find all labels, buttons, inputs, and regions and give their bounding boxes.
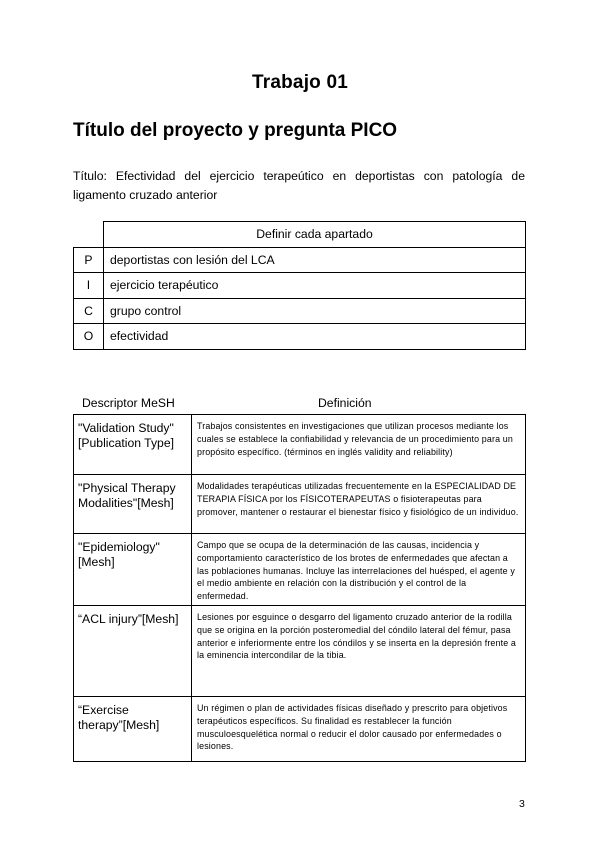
pico-value: deportistas con lesión del LCA: [104, 247, 526, 273]
mesh-term: "Validation Study" [Publication Type]: [74, 415, 192, 475]
pico-header: Definir cada apartado: [104, 222, 526, 248]
mesh-definition: Campo que se ocupa de la determinación de las causas, incidencia y comportamiento característico de los brotes de enfermedades que afectan a las poblaciones humanas. Incluye las interrelaciones del huésped, el agente y el medio ambiente en relación con la distribución y el control de la enfermedad.: [192, 534, 526, 606]
mesh-row: [74, 606, 526, 697]
pico-row-o: [74, 324, 526, 350]
mesh-header-definition: Definición: [318, 396, 372, 410]
title-paragraph: Título: Efectividad del ejercicio terapeútico en deportistas con patología de ligamento cruzado anterior: [73, 169, 525, 202]
pico-row-i: [74, 273, 526, 299]
mesh-definition: Modalidades terapéuticas utilizadas frecuentemente en la ESPECIALIDAD DE TERAPIA FÍSICA por los FÍSICOTERAPEUTAS o fisioterapeutas para promover, mantener o restaurar el bienestar físico y fisiológico de un individuo.: [192, 475, 526, 534]
pico-letter: I: [74, 273, 104, 299]
page-number: 3: [519, 798, 525, 810]
mesh-term: “ACL injury”[Mesh]: [74, 606, 192, 697]
pico-letter: C: [74, 298, 104, 324]
mesh-term: "Epidemiology"[Mesh]: [74, 534, 192, 606]
pico-value: grupo control: [104, 298, 526, 324]
mesh-row: [74, 534, 526, 606]
mesh-row: [74, 475, 526, 534]
mesh-row: [74, 697, 526, 762]
mesh-definition: Trabajos consistentes en investigaciones que utilizan procesos mediante los cuales se establece la confiabilidad y relevancia de un procedimiento para un propósito específico. (términos en inglés validity and reliability): [192, 415, 526, 475]
pico-table: [73, 221, 526, 350]
mesh-row: [74, 415, 526, 475]
mesh-term: "Physical Therapy Modalities"[Mesh]: [74, 475, 192, 534]
section-title: Título del proyecto y pregunta PICO: [73, 120, 398, 141]
mesh-definition: Un régimen o plan de actividades físicas diseñado y prescrito para objetivos terapéuticos específicos. Su finalidad es restablecer la función musculoesquelética normal o reducir el dolor causado por enfermedades o lesiones.: [192, 697, 526, 762]
pico-row-c: [74, 298, 526, 324]
pico-letter: O: [74, 324, 104, 350]
document-heading: Trabajo 01: [252, 72, 348, 93]
pico-letter: P: [74, 247, 104, 273]
mesh-definition: Lesiones por esguince o desgarro del ligamento cruzado anterior de la rodilla que se origina en la porción posteromedial del cóndilo lateral del fémur, pasa anterior e inferiormente entre los cóndilos y se inserta en la depresión frente a la eminencia intercondilar de la tibia.: [192, 606, 526, 697]
pico-row-p: [74, 247, 526, 273]
mesh-term: “Exercise therapy”[Mesh]: [74, 697, 192, 762]
mesh-header-descriptor: Descriptor MeSH: [82, 396, 175, 410]
pico-value: ejercicio terapéutico: [104, 273, 526, 299]
mesh-table: [73, 414, 526, 762]
pico-value: efectividad: [104, 324, 526, 350]
pico-header-row: [74, 222, 526, 248]
pico-header-spacer: [74, 222, 104, 248]
